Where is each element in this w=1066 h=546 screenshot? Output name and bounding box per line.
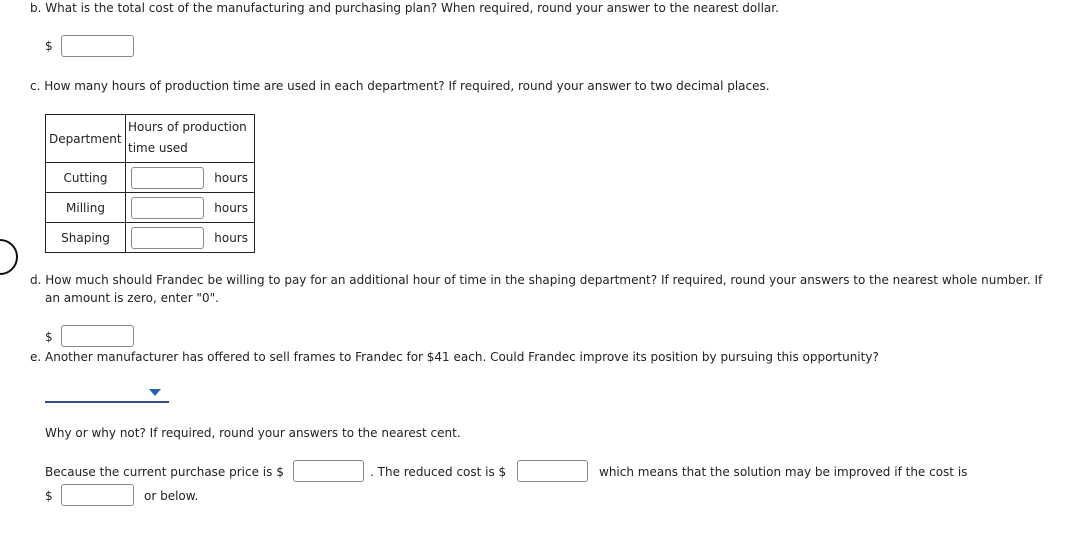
milling-hours-input[interactable] (131, 197, 204, 219)
table-row-cutting (46, 163, 255, 193)
question-d-text-line1: d. How much should Frandec be willing to pay for an additional hour of time in the shaping department? If required, round your answers to the nearest whole number. If (30, 273, 1043, 287)
hours-header (126, 115, 255, 163)
or-below-text: or below. (144, 489, 199, 503)
hours-unit-label: hours (214, 171, 248, 185)
question-c-text: c. How many hours of production time are used in each department? If required, round your answer to two decimal places. (30, 79, 770, 93)
threshold-cost-input[interactable] (61, 484, 134, 506)
table-row-milling (46, 193, 255, 223)
question-d-text-line2: an amount is zero, enter "0". (45, 291, 219, 305)
improve-position-dropdown[interactable] (45, 386, 169, 403)
hours-header-line2: time used (128, 141, 188, 155)
because-text: Because the current purchase price is $ (45, 465, 284, 479)
department-name: Shaping (46, 223, 126, 253)
table-row-shaping (46, 223, 255, 253)
shaping-hour-value-input[interactable] (61, 325, 134, 347)
department-name: Cutting (46, 163, 126, 193)
hours-cell (126, 163, 255, 193)
hours-header-line1: Hours of production (128, 120, 247, 134)
hours-unit-label: hours (214, 201, 248, 215)
total-cost-input[interactable] (61, 35, 134, 57)
cutting-hours-input[interactable] (131, 167, 204, 189)
question-d-dollar-sign: $ (45, 330, 53, 344)
hours-cell (126, 223, 255, 253)
production-hours-table (45, 114, 255, 253)
question-b-text: b. What is the total cost of the manufacturing and purchasing plan? When required, round your answer to the nearest dollar. (30, 1, 779, 15)
why-question-text: Why or why not? If required, round your answers to the nearest cent. (45, 426, 461, 440)
reduced-cost-text: . The reduced cost is $ (370, 465, 507, 479)
improvement-text: which means that the solution may be improved if the cost is (599, 465, 968, 479)
question-e-text: e. Another manufacturer has offered to sell frames to Frandec for $41 each. Could Frandec improve its position by pursuing this opportunity? (30, 350, 879, 364)
hours-cell (126, 193, 255, 223)
department-header: Department (46, 115, 126, 163)
current-purchase-price-input[interactable] (293, 460, 364, 482)
hours-unit-label: hours (214, 231, 248, 245)
shaping-hours-input[interactable] (131, 227, 204, 249)
reduced-cost-input[interactable] (517, 460, 588, 482)
question-e-dollar-sign: $ (45, 489, 53, 503)
question-b-dollar-sign: $ (45, 39, 53, 53)
caret-down-icon (149, 389, 161, 396)
circle-marker-icon (0, 239, 18, 275)
department-name: Milling (46, 193, 126, 223)
